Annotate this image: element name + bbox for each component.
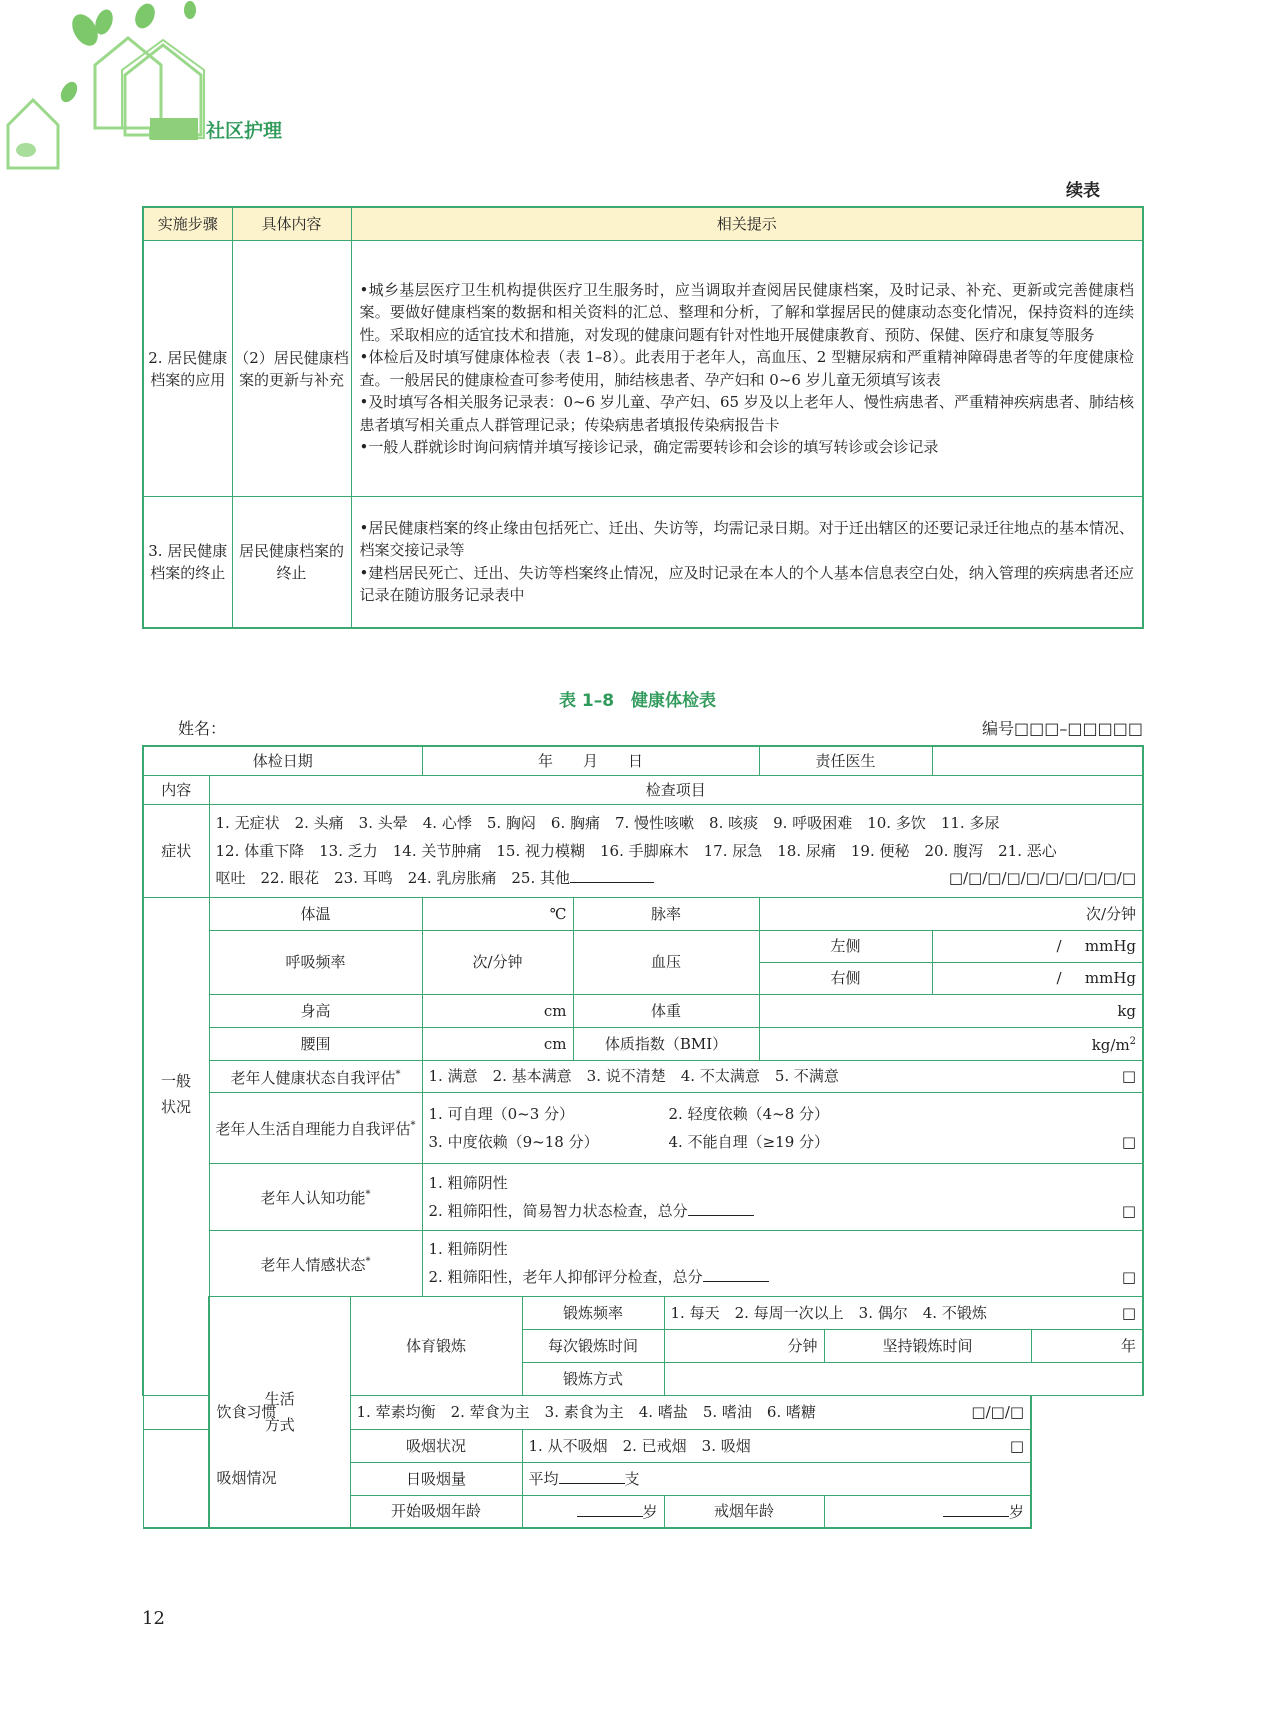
weight-field[interactable]: kg <box>759 994 1143 1027</box>
header-step: 实施步骤 <box>143 207 232 241</box>
score-blank[interactable] <box>688 1199 754 1216</box>
step-cell: 2. 居民健康档案的应用 <box>143 241 232 497</box>
chapter-title: 社区护理 <box>206 120 283 142</box>
exercise-method-label: 锻炼方式 <box>522 1362 664 1395</box>
content-cell: （2）居民健康档案的更新与补充 <box>232 241 351 497</box>
tip-item: •建档居民死亡、迁出、失访等档案终止情况，应及时记录在本人的个人基本信息表空白处，纳入管理的疾病患者还应记录在随访服务记录表中 <box>359 563 1134 605</box>
waist-field[interactable]: cm <box>422 1027 573 1060</box>
daily-amount-blank[interactable] <box>559 1467 625 1484</box>
doctor-field[interactable] <box>932 746 1143 775</box>
tip-item: •居民健康档案的终止缘由包括死亡、迁出、失访等，均需记录日期。对于迁出辖区的还要记录迁往地点的基本情况、档案交接记录等 <box>359 518 1134 560</box>
health-self-eval-label: 老年人健康状态自我评估* <box>209 1060 422 1092</box>
weight-label: 体重 <box>573 994 759 1027</box>
checkbox[interactable]: □ <box>1009 1436 1025 1455</box>
temperature-field[interactable]: ℃ <box>422 897 573 930</box>
height-label: 身高 <box>209 994 422 1027</box>
emotional-state-label: 老年人情感状态* <box>209 1230 422 1296</box>
diet-label: 饮食习惯 <box>143 1395 350 1429</box>
bmi-field[interactable]: $kg/m^2$ <box>759 1027 1143 1060</box>
symptoms-cell <box>209 804 1143 897</box>
symptoms-label: 症状 <box>143 804 209 897</box>
doctor-label: 责任医生 <box>759 746 932 775</box>
exercise-duration-field[interactable]: 分钟 <box>664 1329 824 1362</box>
exercise-persist-label: 坚持锻炼时间 <box>824 1329 1031 1362</box>
exercise-frequency-label: 锻炼频率 <box>522 1296 664 1329</box>
tip-item: •体检后及时填写健康体检表（表 1–8）。此表用于老年人，高血压、2 型糖尿病和严重精神障碍患者等的年度健康检查。一般居民的健康检查可参考使用，肺结核患者、孕产妇和 0~6 岁儿童无须填写该表 <box>359 348 1134 389</box>
respiration-label: 呼吸频率 <box>209 930 422 994</box>
symptom-checkboxes[interactable]: □/□/□/□/□/□/□/□/□/□ <box>948 869 1137 888</box>
tip-item: •及时填写各相关服务记录表：0~6 岁儿童、孕产妇、65 岁及以上老年人、慢性病患者、严重精神疾病患者、肺结核患者填写相关重点人群管理记录；传染病患者填报传染病报告卡 <box>359 393 1134 434</box>
self-care-eval-options[interactable]: 1. 可自理（0~3 分） 2. 轻度依赖（4~8 分） 3. 中度依赖（9~18 分） 4. 不能自理（≥19 分） □ <box>422 1092 1143 1163</box>
content-cell: 居民健康档案的终止 <box>232 497 351 628</box>
tip-item: •城乡基层医疗卫生机构提供医疗卫生服务时，应当调取并查阅居民健康档案，及时记录、补充、更新或完善健康档案。要做好健康档案的数据和相关资料的汇总、整理和分析，了解和掌握居民的健康动态变化情况，保持资料的连续性。采取相应的适宜技术和措施，对发现的健康问题有针对性地开展健康教育、预防、保健、医疗和康复等服务 <box>359 280 1134 344</box>
diet-checkboxes[interactable]: □/□/□ <box>971 1403 1025 1421</box>
exercise-label: 体育锻炼 <box>350 1296 522 1395</box>
chapter-color-bar <box>150 118 198 140</box>
tips-cell <box>351 497 1143 628</box>
smoking-status-options[interactable]: 1. 从不吸烟 2. 已戒烟 3. 吸烟 □ <box>522 1429 1031 1462</box>
daily-smoking-label: 日吸烟量 <box>350 1462 522 1495</box>
record-number-label: 编号□□□–□□□□□ <box>982 719 1143 738</box>
cognitive-function-label: 老年人认知功能* <box>209 1163 422 1230</box>
continued-table-label: 续表 <box>1066 181 1100 201</box>
house-leaves-logo <box>0 0 300 175</box>
table-caption: 表 1–8 健康体检表 <box>558 691 717 711</box>
daily-smoking-field[interactable]: 平均 支 <box>522 1462 1031 1495</box>
page-number: 12 <box>142 1608 165 1629</box>
smoking-start-age-label: 开始吸烟年龄 <box>350 1495 522 1528</box>
height-field[interactable]: cm <box>422 994 573 1027</box>
bmi-label: 体质指数（BMI） <box>573 1027 759 1060</box>
health-exam-form <box>142 745 1144 1529</box>
exam-date-label: 体检日期 <box>143 746 422 775</box>
bp-right-field[interactable]: / mmHg <box>932 962 1143 994</box>
checkbox[interactable]: □ <box>1121 1268 1137 1286</box>
self-care-eval-label: 老年人生活自理能力自我评估* <box>209 1092 422 1163</box>
diet-options[interactable]: 1. 荤素均衡 2. 荤食为主 3. 素食为主 4. 嗜盐 5. 嗜油 6. 嗜糖 □/□/□ <box>350 1395 1031 1429</box>
header-tips: 相关提示 <box>351 207 1143 241</box>
symptoms-line: 呕吐 22. 眼花 23. 耳鸣 24. 乳房胀痛 25. 其他 □/□/□/□/□/□/□/□/□/□ <box>216 865 1137 893</box>
items-label: 检查项目 <box>209 775 1143 804</box>
quit-age-label: 戒烟年龄 <box>664 1495 824 1528</box>
health-self-eval-options[interactable]: 1. 满意 2. 基本满意 3. 说不清楚 4. 不太满意 5. 不满意 □ <box>422 1060 1143 1092</box>
checkbox[interactable]: □ <box>1121 1201 1137 1220</box>
blood-pressure-label: 血压 <box>573 930 759 994</box>
exercise-method-field[interactable] <box>664 1362 1143 1395</box>
header-content: 具体内容 <box>232 207 351 241</box>
waist-label: 腰围 <box>209 1027 422 1060</box>
step-cell: 3. 居民健康档案的终止 <box>143 497 232 628</box>
content-label: 内容 <box>143 775 209 804</box>
symptoms-line: 1. 无症状 2. 头痛 3. 头晕 4. 心悸 5. 胸闷 6. 胸痛 7. 慢性咳嗽 8. 咳痰 9. 呼吸困难 10. 多饮 11. 多尿 <box>215 814 1000 833</box>
respiration-field[interactable]: 次/分钟 <box>422 930 573 994</box>
exam-date-field[interactable]: 年 月 日 <box>422 746 759 775</box>
implementation-steps-table <box>142 206 1144 629</box>
exercise-duration-label: 每次锻炼时间 <box>522 1329 664 1362</box>
pulse-label: 脉率 <box>573 897 759 930</box>
symptoms-line: 12. 体重下降 13. 乏力 14. 关节肿痛 15. 视力模糊 16. 手脚麻木 17. 尿急 18. 尿痛 19. 便秘 20. 腹泻 21. 恶心 <box>215 841 1057 860</box>
quit-age-field[interactable]: 岁 <box>824 1495 1031 1528</box>
checkbox[interactable]: □ <box>1121 1303 1137 1322</box>
tip-item: •一般人群就诊时询问病情并填写接诊记录，确定需要转诊和会诊的填写转诊或会诊记录 <box>359 438 939 456</box>
other-symptom-blank[interactable] <box>570 866 654 883</box>
tips-cell <box>351 241 1143 497</box>
smoking-label: 吸烟情况 <box>143 1429 350 1528</box>
checkbox[interactable]: □ <box>1121 1132 1137 1151</box>
emotional-state-options[interactable]: 1. 粗筛阴性 2. 粗筛阳性，老年人抑郁评分检查，总分 □ <box>422 1230 1143 1296</box>
bp-right-label: 右侧 <box>759 962 932 994</box>
pulse-field[interactable]: 次/分钟 <box>759 897 1143 930</box>
temperature-label: 体温 <box>209 897 422 930</box>
name-field-label: 姓名： <box>178 719 227 738</box>
bp-left-label: 左侧 <box>759 930 932 962</box>
smoking-status-label: 吸烟状况 <box>350 1429 522 1462</box>
exercise-frequency-options[interactable]: 1. 每天 2. 每周一次以上 3. 偶尔 4. 不锻炼 □ <box>664 1296 1143 1329</box>
cognitive-function-options[interactable]: 1. 粗筛阴性 2. 粗筛阳性，简易智力状态检查，总分 □ <box>422 1163 1143 1230</box>
checkbox[interactable]: □ <box>1121 1067 1137 1085</box>
bp-left-field[interactable]: / mmHg <box>932 930 1143 962</box>
general-status-label: 一般 状况 <box>143 897 209 1395</box>
smoking-start-age-field[interactable]: 岁 <box>522 1495 664 1528</box>
lifestyle-label: 生活 方式 <box>209 1296 350 1528</box>
score-blank[interactable] <box>703 1265 769 1282</box>
exercise-persist-field[interactable]: 年 <box>1031 1329 1143 1362</box>
